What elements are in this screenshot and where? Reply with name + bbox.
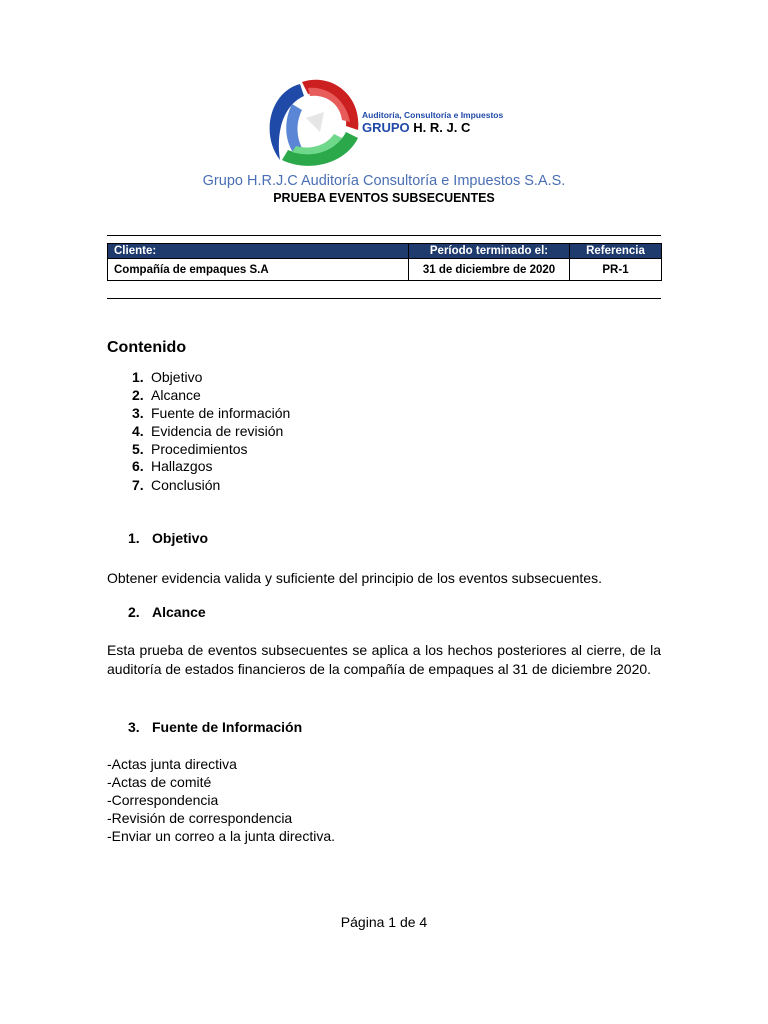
header-reference: Referencia <box>570 244 662 259</box>
toc-item: 7. Conclusión <box>132 477 221 493</box>
document-title: PRUEBA EVENTOS SUBSECUENTES <box>273 191 495 205</box>
toc-item: 6. Hallazgos <box>132 458 213 474</box>
client-info-table <box>107 243 662 281</box>
toc-item: 2. Alcance <box>132 387 201 403</box>
list-item: -Actas de comité <box>107 774 212 790</box>
header-client: Cliente: <box>108 244 409 259</box>
logo-name: GRUPO H. R. J. C <box>362 120 471 135</box>
company-name-line: Grupo H.R.J.C Auditoría Consultoría e Impuestos S.A.S. <box>202 173 566 189</box>
header-period: Período terminado el: <box>409 244 570 259</box>
list-item: -Enviar un correo a la junta directiva. <box>107 828 335 844</box>
toc-item: 4. Evidencia de revisión <box>132 423 284 439</box>
cell-client: Compañía de empaques S.A <box>108 259 409 281</box>
section-heading-fuente: 3. Fuente de Información <box>128 719 303 735</box>
table-header-row <box>108 244 662 259</box>
cell-period: 31 de diciembre de 2020 <box>409 259 570 281</box>
bottom-divider <box>107 298 661 299</box>
contents-heading: Contenido <box>107 339 187 356</box>
cell-reference: PR-1 <box>570 259 662 281</box>
logo-tagline: Auditoría, Consultoría e Impuestos <box>362 110 504 120</box>
page-number: Página 1 de 4 <box>340 914 428 930</box>
list-item: -Correspondencia <box>107 792 219 808</box>
list-item: -Actas junta directiva <box>107 756 237 772</box>
toc-item: 5. Procedimientos <box>132 441 248 457</box>
toc-item: 3. Fuente de información <box>132 405 291 421</box>
toc-item: 1. Objetivo <box>132 369 203 385</box>
top-divider <box>107 235 661 236</box>
section-text-objetivo: Obtener evidencia valida y suficiente del principio de los eventos subsecuentes. <box>107 570 602 586</box>
section-heading-objetivo: 1. Objetivo <box>128 530 209 546</box>
company-logo <box>262 74 512 170</box>
list-item: -Revisión de correspondencia <box>107 810 293 826</box>
section-text-alcance: Esta prueba de eventos subsecuentes se aplica a los hechos posteriores al cierre, de la auditoría de estados financieros de la compañía de empaques al 31 de diciembre 2020. <box>107 642 661 677</box>
section-heading-alcance: 2. Alcance <box>128 604 206 620</box>
logo-ring-graphic <box>262 74 512 170</box>
table-row <box>108 259 662 281</box>
